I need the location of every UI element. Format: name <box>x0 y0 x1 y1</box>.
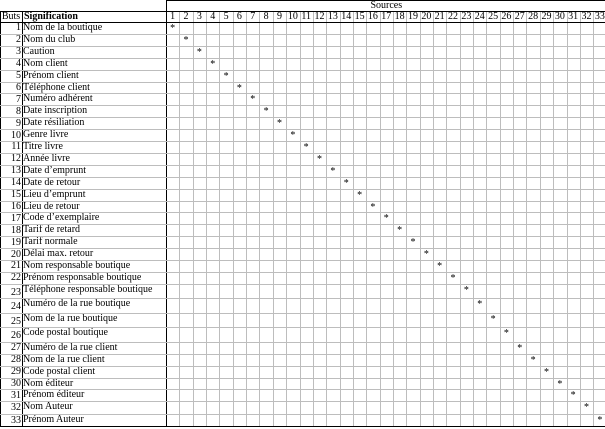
matrix-mark: * <box>196 46 202 58</box>
grid-row-line <box>166 284 605 285</box>
grid-top-sources <box>166 0 605 1</box>
grid-row-line <box>0 354 166 355</box>
grid-column-line <box>433 11 434 427</box>
matrix-mark: * <box>570 390 576 402</box>
row-number: 9 <box>16 117 21 129</box>
grid-row-line <box>0 117 166 118</box>
row-label: Nom du club <box>23 33 76 45</box>
grid-row-line <box>0 414 166 415</box>
row-label: Tarif normale <box>23 236 78 248</box>
signification-header: Signification <box>24 11 78 22</box>
matrix-mark: * <box>276 118 282 130</box>
matrix-mark: * <box>397 225 403 237</box>
matrix-mark: * <box>290 130 296 142</box>
row-number: 24 <box>11 301 21 313</box>
row-number: 10 <box>11 129 21 141</box>
grid-column-line <box>313 11 314 427</box>
row-number: 33 <box>11 415 21 426</box>
grid-row-line <box>0 401 166 402</box>
column-header: 13 <box>327 11 338 22</box>
grid-column-line <box>179 11 180 427</box>
matrix-mark: * <box>330 165 336 177</box>
grid-row-line <box>166 117 605 118</box>
grid-row-line <box>0 201 166 202</box>
column-header: 19 <box>407 11 418 22</box>
grid-row-line <box>166 70 605 71</box>
grid-row-line <box>0 165 166 166</box>
row-label: Délai max. retour <box>23 248 94 260</box>
matrix-mark: * <box>303 142 309 153</box>
buts-header: Buts <box>1 11 21 22</box>
grid-column-line <box>580 11 581 427</box>
matrix-mark: * <box>383 213 389 225</box>
grid-row-line <box>166 366 605 367</box>
column-header: 27 <box>514 11 525 22</box>
row-label: Numéro de la rue boutique <box>23 298 131 310</box>
grid-row-line <box>0 378 166 379</box>
row-label: Prénom responsable boutique <box>23 271 142 283</box>
grid-header-top <box>0 11 605 12</box>
grid-row-line <box>166 93 605 94</box>
matrix-mark: * <box>410 237 416 249</box>
grid-row-line <box>166 248 605 249</box>
row-number: 5 <box>16 70 21 81</box>
matrix-mark: * <box>263 106 269 118</box>
row-label: Nom de la rue client <box>23 353 105 365</box>
matrix-mark: * <box>557 378 563 390</box>
grid-row-line <box>166 342 605 343</box>
column-header: 17 <box>381 11 392 22</box>
column-header: 22 <box>448 11 459 22</box>
grid-column-line <box>473 11 474 427</box>
grid-column-line <box>366 11 367 427</box>
row-number: 15 <box>11 189 21 200</box>
grid-row-line <box>0 212 166 213</box>
grid-column-line <box>233 11 234 427</box>
grid-row-line <box>166 153 605 154</box>
matrix-mark: * <box>183 34 189 46</box>
grid-column-line <box>567 11 568 427</box>
grid-column-line <box>446 11 447 427</box>
matrix-mark: * <box>503 328 509 340</box>
grid-row-line <box>0 366 166 367</box>
row-number: 3 <box>16 46 21 58</box>
grid-row-line <box>166 313 605 314</box>
column-header: 3 <box>196 11 202 22</box>
grid-row-line <box>166 189 605 190</box>
column-header: 32 <box>581 11 592 22</box>
matrix-mark: * <box>437 261 443 272</box>
grid-column-line <box>460 11 461 427</box>
column-header: 10 <box>287 11 298 22</box>
row-number: 1 <box>16 22 21 34</box>
grid-row-line <box>166 272 605 273</box>
row-label: Code postal client <box>23 365 96 377</box>
matrix-mark: * <box>517 342 523 354</box>
grid-column-line <box>553 11 554 427</box>
row-label: Date inscription <box>23 105 88 117</box>
row-number: 18 <box>11 224 21 236</box>
row-label: Tarif de retard <box>23 224 81 236</box>
row-number: 30 <box>11 377 21 389</box>
row-label: Numéro de la rue client <box>23 341 118 353</box>
grid-row-line <box>0 105 166 106</box>
grid-row-line <box>166 414 605 415</box>
grid-column-line <box>193 11 194 427</box>
row-label: Titre livre <box>23 141 63 152</box>
grid-row-line <box>166 224 605 225</box>
column-header: 24 <box>474 11 485 22</box>
row-label: Lieu d’emprunt <box>23 188 86 200</box>
grid-row-line <box>0 342 166 343</box>
matrix-mark: * <box>423 249 429 261</box>
column-header: 31 <box>568 11 579 22</box>
grid-row-line <box>0 177 166 178</box>
grid-row-line <box>166 58 605 59</box>
grid-row-line <box>0 389 166 390</box>
grid-column-line <box>286 11 287 427</box>
column-header: 21 <box>434 11 445 22</box>
grid-row-line <box>166 401 605 402</box>
row-number: 4 <box>16 58 21 70</box>
row-number: 2 <box>16 34 21 46</box>
grid-row-line <box>166 236 605 237</box>
row-number: 26 <box>11 330 21 342</box>
row-label: Numéro adhérent <box>23 93 93 105</box>
row-label: Date de retour <box>23 176 81 188</box>
grid-column-line <box>540 11 541 427</box>
sources-header: Sources <box>370 0 403 11</box>
matrix-mark: * <box>170 23 176 34</box>
grid-row-line <box>166 201 605 202</box>
matrix-mark: * <box>370 201 376 213</box>
grid-row-line <box>0 189 166 190</box>
column-header: 6 <box>236 11 242 22</box>
row-number: 7 <box>16 93 21 105</box>
grid-row-line <box>0 58 166 59</box>
grid-bottom <box>0 426 605 427</box>
matrix-mark: * <box>250 94 256 106</box>
row-number: 17 <box>11 212 21 224</box>
row-label: Nom de la boutique <box>23 22 103 33</box>
grid-divider-buts <box>22 11 23 427</box>
grid-column-line <box>500 11 501 427</box>
grid-column-line <box>246 11 247 427</box>
column-header: 25 <box>488 11 499 22</box>
row-number: 8 <box>16 105 21 117</box>
grid-row-line <box>0 153 166 154</box>
column-header: 15 <box>354 11 365 22</box>
grid-row-line <box>0 272 166 273</box>
grid-row-line <box>166 141 605 142</box>
matrix-mark: * <box>343 177 349 189</box>
row-number: 23 <box>11 286 21 298</box>
row-label: Genre livre <box>23 129 69 141</box>
grid-row-line <box>0 129 166 130</box>
row-number: 16 <box>11 200 21 212</box>
grid-column-line <box>353 11 354 427</box>
grid-column-line <box>326 11 327 427</box>
column-header: 4 <box>210 11 216 22</box>
column-header: 33 <box>594 11 605 22</box>
grid-row-line <box>0 248 166 249</box>
row-number: 32 <box>11 402 21 414</box>
grid-row-line <box>166 378 605 379</box>
row-label: Année livre <box>23 152 70 164</box>
row-label: Code postal boutique <box>23 327 108 339</box>
grid-row-line <box>166 34 605 35</box>
column-header: 29 <box>541 11 552 22</box>
column-header: 14 <box>341 11 352 22</box>
row-number: 28 <box>11 354 21 366</box>
grid-column-line <box>486 11 487 427</box>
grid-row-line <box>166 298 605 299</box>
grid-row-line <box>0 93 166 94</box>
matrix-mark: * <box>490 313 496 325</box>
matrix-mark: * <box>357 189 363 201</box>
grid-row-line <box>0 70 166 71</box>
row-number: 22 <box>11 272 21 284</box>
row-number: 14 <box>11 177 21 189</box>
row-number: 21 <box>11 260 21 272</box>
grid-column-line <box>420 11 421 427</box>
row-label: Prénom Auteur <box>23 413 84 425</box>
row-label: Nom client <box>23 57 68 69</box>
grid-row-line <box>166 327 605 328</box>
row-label: Nom éditeur <box>23 377 74 389</box>
grid-row-line <box>0 298 166 299</box>
grid-header-bottom <box>0 22 605 23</box>
column-header: 2 <box>183 11 189 22</box>
row-label: Caution <box>23 45 55 57</box>
row-number: 29 <box>11 366 21 377</box>
matrix-mark: * <box>584 402 590 414</box>
row-label: Téléphone client <box>23 81 90 93</box>
matrix-mark: * <box>210 58 216 70</box>
matrix-mark: * <box>530 354 536 366</box>
grid-row-line <box>166 354 605 355</box>
matrix-mark: * <box>463 284 469 296</box>
row-number: 25 <box>11 315 21 327</box>
row-number: 6 <box>16 81 21 93</box>
column-header: 16 <box>367 11 378 22</box>
column-header: 12 <box>314 11 325 22</box>
row-label: Nom de la rue boutique <box>23 312 118 324</box>
row-number: 13 <box>11 165 21 177</box>
matrix-mark: * <box>450 272 456 284</box>
grid-column-line <box>393 11 394 427</box>
row-number: 20 <box>11 248 21 260</box>
grid-row-line <box>0 224 166 225</box>
matrix-mark: * <box>223 70 229 82</box>
grid-row-line <box>0 284 166 285</box>
grid-row-line <box>0 141 166 142</box>
grid-row-line <box>166 129 605 130</box>
row-number: 19 <box>11 236 21 248</box>
grid-column-line <box>206 11 207 427</box>
row-label: Prénom client <box>23 69 79 81</box>
row-label: Date d’emprunt <box>23 164 87 176</box>
column-header: 20 <box>421 11 432 22</box>
row-label: Prénom éditeur <box>23 389 85 401</box>
grid-column-line <box>406 11 407 427</box>
grid-row-line <box>0 46 166 47</box>
column-header: 28 <box>528 11 539 22</box>
column-header: 5 <box>223 11 229 22</box>
grid-column-line <box>300 11 301 427</box>
grid-row-line <box>0 82 166 83</box>
column-header: 8 <box>263 11 269 22</box>
grid-row-line <box>166 260 605 261</box>
row-label: Date résiliation <box>23 117 85 129</box>
grid-row-line <box>0 260 166 261</box>
row-number: 11 <box>11 141 21 153</box>
column-header: 11 <box>301 11 311 22</box>
grid-border-left <box>0 11 1 427</box>
grid-column-line <box>259 11 260 427</box>
grid-row-line <box>0 236 166 237</box>
row-label: Nom responsable boutique <box>23 260 131 271</box>
matrix-mark: * <box>317 153 323 165</box>
row-label: Téléphone responsable boutique <box>23 283 153 295</box>
column-header: 23 <box>461 11 472 22</box>
grid-column-line <box>340 11 341 427</box>
grid-row-line <box>166 105 605 106</box>
matrix-mark: * <box>543 366 549 378</box>
row-number: 12 <box>11 153 21 165</box>
row-label: Lieu de retour <box>23 200 80 212</box>
column-header: 9 <box>276 11 282 22</box>
row-label: Code d’exemplaire <box>23 212 100 224</box>
grid-column-line <box>513 11 514 427</box>
matrix-mark: * <box>597 414 603 426</box>
grid-row-line <box>166 82 605 83</box>
column-header: 30 <box>554 11 565 22</box>
column-header: 7 <box>250 11 256 22</box>
grid-row-line <box>166 46 605 47</box>
grid-row-line <box>0 327 166 328</box>
matrix-mark: * <box>477 299 483 311</box>
grid-row-line <box>166 389 605 390</box>
grid-column-line <box>593 11 594 427</box>
column-header: 18 <box>394 11 405 22</box>
grid-row-line <box>0 34 166 35</box>
row-label: Nom Auteur <box>23 401 73 413</box>
row-number: 27 <box>11 342 21 354</box>
column-header: 1 <box>170 11 176 22</box>
grid-row-line <box>166 165 605 166</box>
grid-row-line <box>166 177 605 178</box>
column-header: 26 <box>501 11 512 22</box>
row-number: 31 <box>11 389 21 401</box>
grid-column-line <box>273 11 274 427</box>
grid-row-line <box>0 313 166 314</box>
matrix-mark: * <box>236 82 242 94</box>
